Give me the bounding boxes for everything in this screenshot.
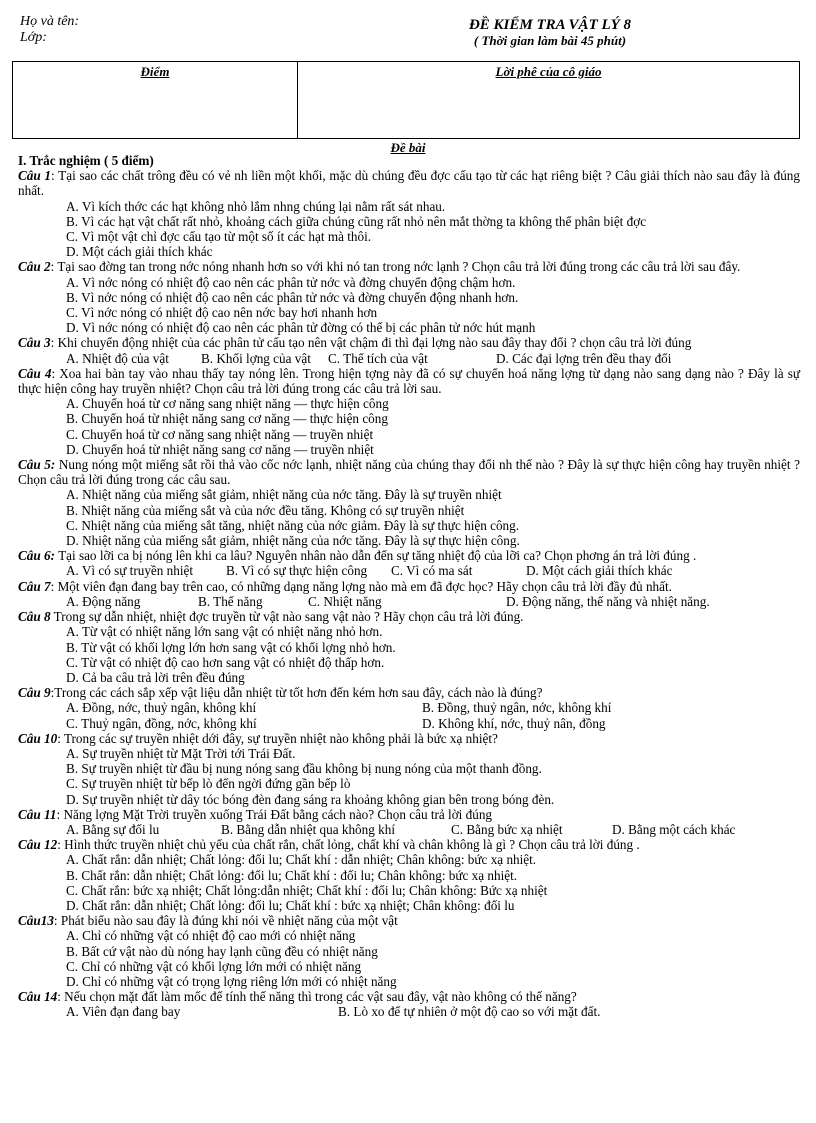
- questions-container: [18, 168, 800, 1019]
- question-5: [18, 457, 800, 487]
- question-6: [18, 548, 800, 563]
- answer-option: A. Từ vật có nhiệt năng lớn sang vật có nhiệt năng nhỏ hơn.: [66, 624, 383, 640]
- question-3: [18, 335, 800, 350]
- answer-option: B. Vì có sự thực hiện công: [226, 563, 368, 579]
- answer-option: C. Chỉ có những vật có khối lợng lớn mới có nhiệt năng: [66, 958, 362, 974]
- score-label: Điểm: [140, 64, 170, 79]
- question-text: : Tại sao các chất trông đều có vẻ nh liền một khối, mặc dù chúng đều đợc cấu tạo từ các hạt riêng biệt ? Câu giải thích nào sau đây là đúng nhất.: [18, 168, 800, 199]
- question-text: : Năng lợng Mặt Trời truyền xuống Trái Đất bằng cách nào? Chọn câu trả lời đúng: [56, 806, 493, 822]
- answer-row: [18, 1004, 800, 1019]
- question-label: Câu 8: [18, 609, 51, 625]
- answer-option: C. Bằng bức xạ nhiệt: [451, 821, 563, 837]
- answer-option: A. Sự truyền nhiệt từ Mặt Trời tới Trái Đất.: [66, 745, 296, 761]
- answer-option: B. Đồng, thuỷ ngân, nớc, không khí: [422, 700, 612, 716]
- answer-row: [18, 594, 800, 609]
- question-text: Trong sự dẫn nhiệt, nhiệt đợc truyền từ vật nào sang vật nào ? Hãy chọn câu trả lời đúng.: [50, 609, 524, 625]
- question-10: [18, 731, 800, 746]
- question-label: Câu 6:: [18, 548, 56, 564]
- name-label: Họ và tên:: [20, 14, 80, 29]
- answer-row: [18, 716, 800, 731]
- answer-option: B. Bất cứ vật nào dù nóng hay lạnh cũng đều có nhiệt năng: [66, 943, 378, 959]
- question-label: Câu 10: [18, 730, 58, 746]
- answer-option: B. Vì nớc nóng có nhiệt độ cao nên các phân tử nớc và đờng chuyển động nhanh hơn.: [66, 289, 519, 305]
- answer-option: D. Chỉ có những vật có trọng lợng riêng lớn mới có nhiệt năng: [66, 973, 397, 989]
- answer-option: B. Khối lợng của vật: [201, 350, 311, 366]
- question-label: Câu 3: [18, 335, 51, 351]
- question-label: Câu13: [18, 913, 54, 929]
- answer-row: [18, 822, 800, 837]
- answer-option: A. Chuyển hoá từ cơ năng sang nhiệt năng — thực hiện công: [66, 396, 389, 412]
- answer-row: [18, 351, 800, 366]
- answer-option: A. Đồng, nớc, thuỷ ngân, không khí: [66, 700, 257, 716]
- answer-option: B. Thế năng: [198, 593, 263, 609]
- answer-option: A. Nhiệt độ của vật: [66, 350, 169, 366]
- question-label: Câu 4: [18, 365, 52, 381]
- answer-option: D. Các đại lợng trên đều thay đổi: [496, 350, 672, 366]
- grade-box: [12, 61, 800, 139]
- answer-option: D. Động năng, thế năng và nhiệt năng.: [506, 593, 710, 609]
- answer-option: D. Chất rắn: dẫn nhiệt; Chất lỏng: đối lu; Chất khí : bức xạ nhiệt; Chân không: đối lu: [66, 897, 515, 913]
- answer-option: A. Bằng sự đối lu: [66, 821, 160, 837]
- question-7: [18, 579, 800, 594]
- question-text: :Trong các cách sắp xếp vật liệu dẫn nhiệt từ tốt hơn đến kém hơn sau đây, cách nào là đúng?: [50, 685, 543, 701]
- question-text: : Phát biểu nào sau đây là đúng khi nói về nhiệt năng của một vật: [53, 913, 398, 929]
- answer-row: [18, 563, 800, 578]
- answer-row: [18, 700, 800, 715]
- question-text: Nung nóng một miếng sắt rồi thả vào cốc nớc lạnh, nhiệt năng của chúng thay đổi nh thế nào ? Đây là sự thực hiện công hay truyền nhiệt ? Chọn câu trả lời đúng trong các câu sau.: [18, 457, 800, 488]
- answer-option: C. Vì nớc nóng có nhiệt độ cao nên nớc bay hơi nhanh hơn: [66, 305, 378, 321]
- answer-option: D. Bằng một cách khác: [612, 821, 736, 837]
- answer-option: D. Một cách giải thích khác: [526, 563, 673, 579]
- answer-option: B. Từ vật có khối lợng lớn hơn sang vật có khối lợng nhỏ hơn.: [66, 639, 396, 655]
- answer-option: C. Từ vật có nhiệt độ cao hơn sang vật có nhiệt độ thấp hơn.: [66, 654, 385, 670]
- answer-option: A. Nhiệt năng của miếng sắt giảm, nhiệt năng của nớc tăng. Đây là sự truyền nhiệt: [66, 487, 502, 503]
- question-label: Câu 2: [18, 259, 51, 275]
- exam-header-title: ĐỀ KIỂM TRA VẬT LÝ 8: [468, 17, 632, 33]
- answer-option: C. Nhiệt năng của miếng sắt tăng, nhiệt năng của nớc giảm. Đây là sự thực hiện công.: [66, 517, 520, 533]
- answer-option: C. Vì một vật chỉ đợc cấu tạo từ một số ít các hạt mà thôi.: [66, 229, 372, 245]
- exam-title: Đề bài: [390, 140, 426, 155]
- question-label: Câu 5:: [18, 457, 56, 473]
- comment-cell: [298, 62, 800, 139]
- question-13: [18, 913, 800, 928]
- question-label: Câu 14: [18, 989, 58, 1005]
- question-text: : Một viên đạn đang bay trên cao, có những dạng năng lợng nào mà em đã đợc học? Hãy chọn câu trả lời đầy đủ nhất.: [50, 578, 672, 594]
- question-label: Câu 1: [18, 168, 52, 184]
- question-text: : Tại sao đờng tan trong nớc nóng nhanh hơn so với khi nó tan trong nớc lạnh ? Chọn câu trả lời đúng trong các câu trả lời sau đây.: [50, 259, 741, 275]
- question-text: : Xoa hai bàn tay vào nhau thấy tay nóng lên. Trong hiện tợng này đã có sự chuyển hoá năng lợng từ dạng nào sang dạng nào ? Đây là sự thực hiện công hay truyền nhiệt? Chọn câu trả lời đúng trong các câu trả lời sau.: [18, 365, 800, 397]
- class-label: Lớp:: [20, 30, 47, 45]
- exam-header: [430, 18, 670, 48]
- question-1: [18, 168, 800, 198]
- answer-option: A. Vì kích thớc các hạt không nhỏ lắm nhng chúng lại nằm rất sát nhau.: [66, 198, 446, 214]
- question-8: [18, 609, 800, 624]
- answer-option: D. Nhiệt năng của miếng sắt giảm, nhiệt năng của nớc tăng. Đây là sự thực hiện công.: [66, 533, 520, 549]
- question-label: Câu 9: [18, 685, 51, 701]
- answer-option: D. Cả ba câu trả lời trên đều đúng: [66, 669, 245, 685]
- question-text: : Nếu chọn mặt đất làm mốc để tính thế năng thì trong các vật sau đây, vật nào không có thế năng?: [57, 989, 577, 1005]
- question-text: : Hình thức truyền nhiệt chủ yếu của chất rắn, chất lỏng, chất khí và chân không là gì ? Chọn câu trả lời đúng .: [57, 837, 640, 853]
- answer-option: D. Chuyển hoá từ nhiệt năng sang cơ năng — truyền nhiệt: [66, 441, 374, 457]
- comment-label: Lời phê của cô giáo: [495, 64, 602, 79]
- answer-option: C. Thể tích của vật: [328, 350, 428, 366]
- question-4: [18, 366, 800, 396]
- answer-option: B. Chất rắn: dẫn nhiệt; Chất lỏng: đối lu; Chất khí : đối lu; Chân không: bức xạ nhiệt.: [66, 867, 518, 883]
- answer-option: C. Chất rắn: bức xạ nhiệt; Chất lỏng:dẫn nhiệt; Chất khí : đối lu; Chân không: Bức xạ nhiệt: [66, 882, 548, 898]
- student-info: [20, 14, 79, 46]
- answer-option: D. Không khí, nớc, thuỷ nân, đồng: [422, 715, 606, 731]
- answer-option: D. Một cách giải thích khác: [66, 244, 213, 260]
- answer-option: C. Sự truyền nhiệt từ bếp lò đến ngời đứng gần bếp lò: [66, 776, 351, 792]
- answer-option: D. Sự truyền nhiệt từ dây tóc bóng đèn đang sáng ra khoảng không gian bên trong bóng đèn.: [66, 791, 555, 807]
- answer-option: B. Bằng dẫn nhiệt qua không khí: [221, 821, 395, 837]
- question-11: [18, 807, 800, 822]
- question-label: Câu 11: [18, 806, 57, 822]
- question-text: : Khi chuyển động nhiệt của các phân tử cấu tạo nên vật chậm đi thì đại lợng nào sau đây thay đổi ? chọn câu trả lời đúng: [50, 335, 692, 351]
- answer-option: B. Vì các hạt vật chất rất nhỏ, khoảng cách giữa chúng cũng rất nhỏ nên mắt thờng ta không thể phân biệt đợc: [66, 213, 647, 229]
- answer-option: A. Chỉ có những vật có nhiệt độ cao mới có nhiệt năng: [66, 928, 356, 944]
- answer-option: B. Nhiệt năng của miếng sắt và của nớc đều tăng. Không có sự truyền nhiệt: [66, 502, 465, 518]
- answer-option: C. Thuỷ ngân, đồng, nớc, không khí: [66, 715, 257, 731]
- answer-option: C. Chuyển hoá từ cơ năng sang nhiệt năng — truyền nhiệt: [66, 426, 374, 442]
- answer-option: A. Vì nớc nóng có nhiệt độ cao nên các phân tử nớc và đờng chuyển động chậm hơn.: [66, 274, 516, 290]
- answer-option: D. Vì nớc nóng có nhiệt độ cao nên các phân tử đờng có thể bị các phân tử nớc hút mạnh: [66, 320, 536, 336]
- answer-option: C. Nhiệt năng: [308, 593, 382, 609]
- answer-option: B. Lò xo để tự nhiên ở một độ cao so với mặt đất.: [338, 1004, 601, 1020]
- score-cell: [13, 62, 298, 139]
- question-label: Câu 12: [18, 837, 58, 853]
- section-heading: I. Trắc nghiệm ( 5 điểm): [18, 153, 154, 168]
- question-12: [18, 837, 800, 852]
- exam-header-subtitle: ( Thời gian làm bài 45 phút): [473, 33, 627, 48]
- question-list: [18, 153, 800, 1020]
- answer-option: B. Chuyển hoá từ nhiệt năng sang cơ năng — thực hiện công: [66, 411, 388, 427]
- answer-option: B. Sự truyền nhiệt từ đầu bị nung nóng sang đầu không bị nung nóng của một thanh đồng.: [66, 761, 542, 777]
- answer-option: A. Động năng: [66, 593, 141, 609]
- question-text: : Trong các sự truyền nhiệt dới đây, sự truyền nhiệt nào không phải là bức xạ nhiệt?: [57, 730, 498, 746]
- question-14: [18, 989, 800, 1004]
- answer-option: A. Viên đạn đang bay: [66, 1004, 181, 1020]
- question-text: Tại sao lỡi ca bị nóng lên khi ca lâu? Nguyên nhân nào dẫn đến sự tăng nhiệt độ của lỡi ca? Chọn phơng án trả lời đúng .: [55, 548, 697, 564]
- question-9: [18, 685, 800, 700]
- answer-option: A. Chất rắn: dẫn nhiệt; Chất lỏng: đối lu; Chất khí : dẫn nhiệt; Chân không: bức xạ nhiệt.: [66, 852, 537, 868]
- question-2: [18, 259, 800, 274]
- answer-option: A. Vì có sự truyền nhiệt: [66, 563, 194, 579]
- question-label: Câu 7: [18, 578, 51, 594]
- answer-option: C. Vì có ma sát: [391, 563, 473, 579]
